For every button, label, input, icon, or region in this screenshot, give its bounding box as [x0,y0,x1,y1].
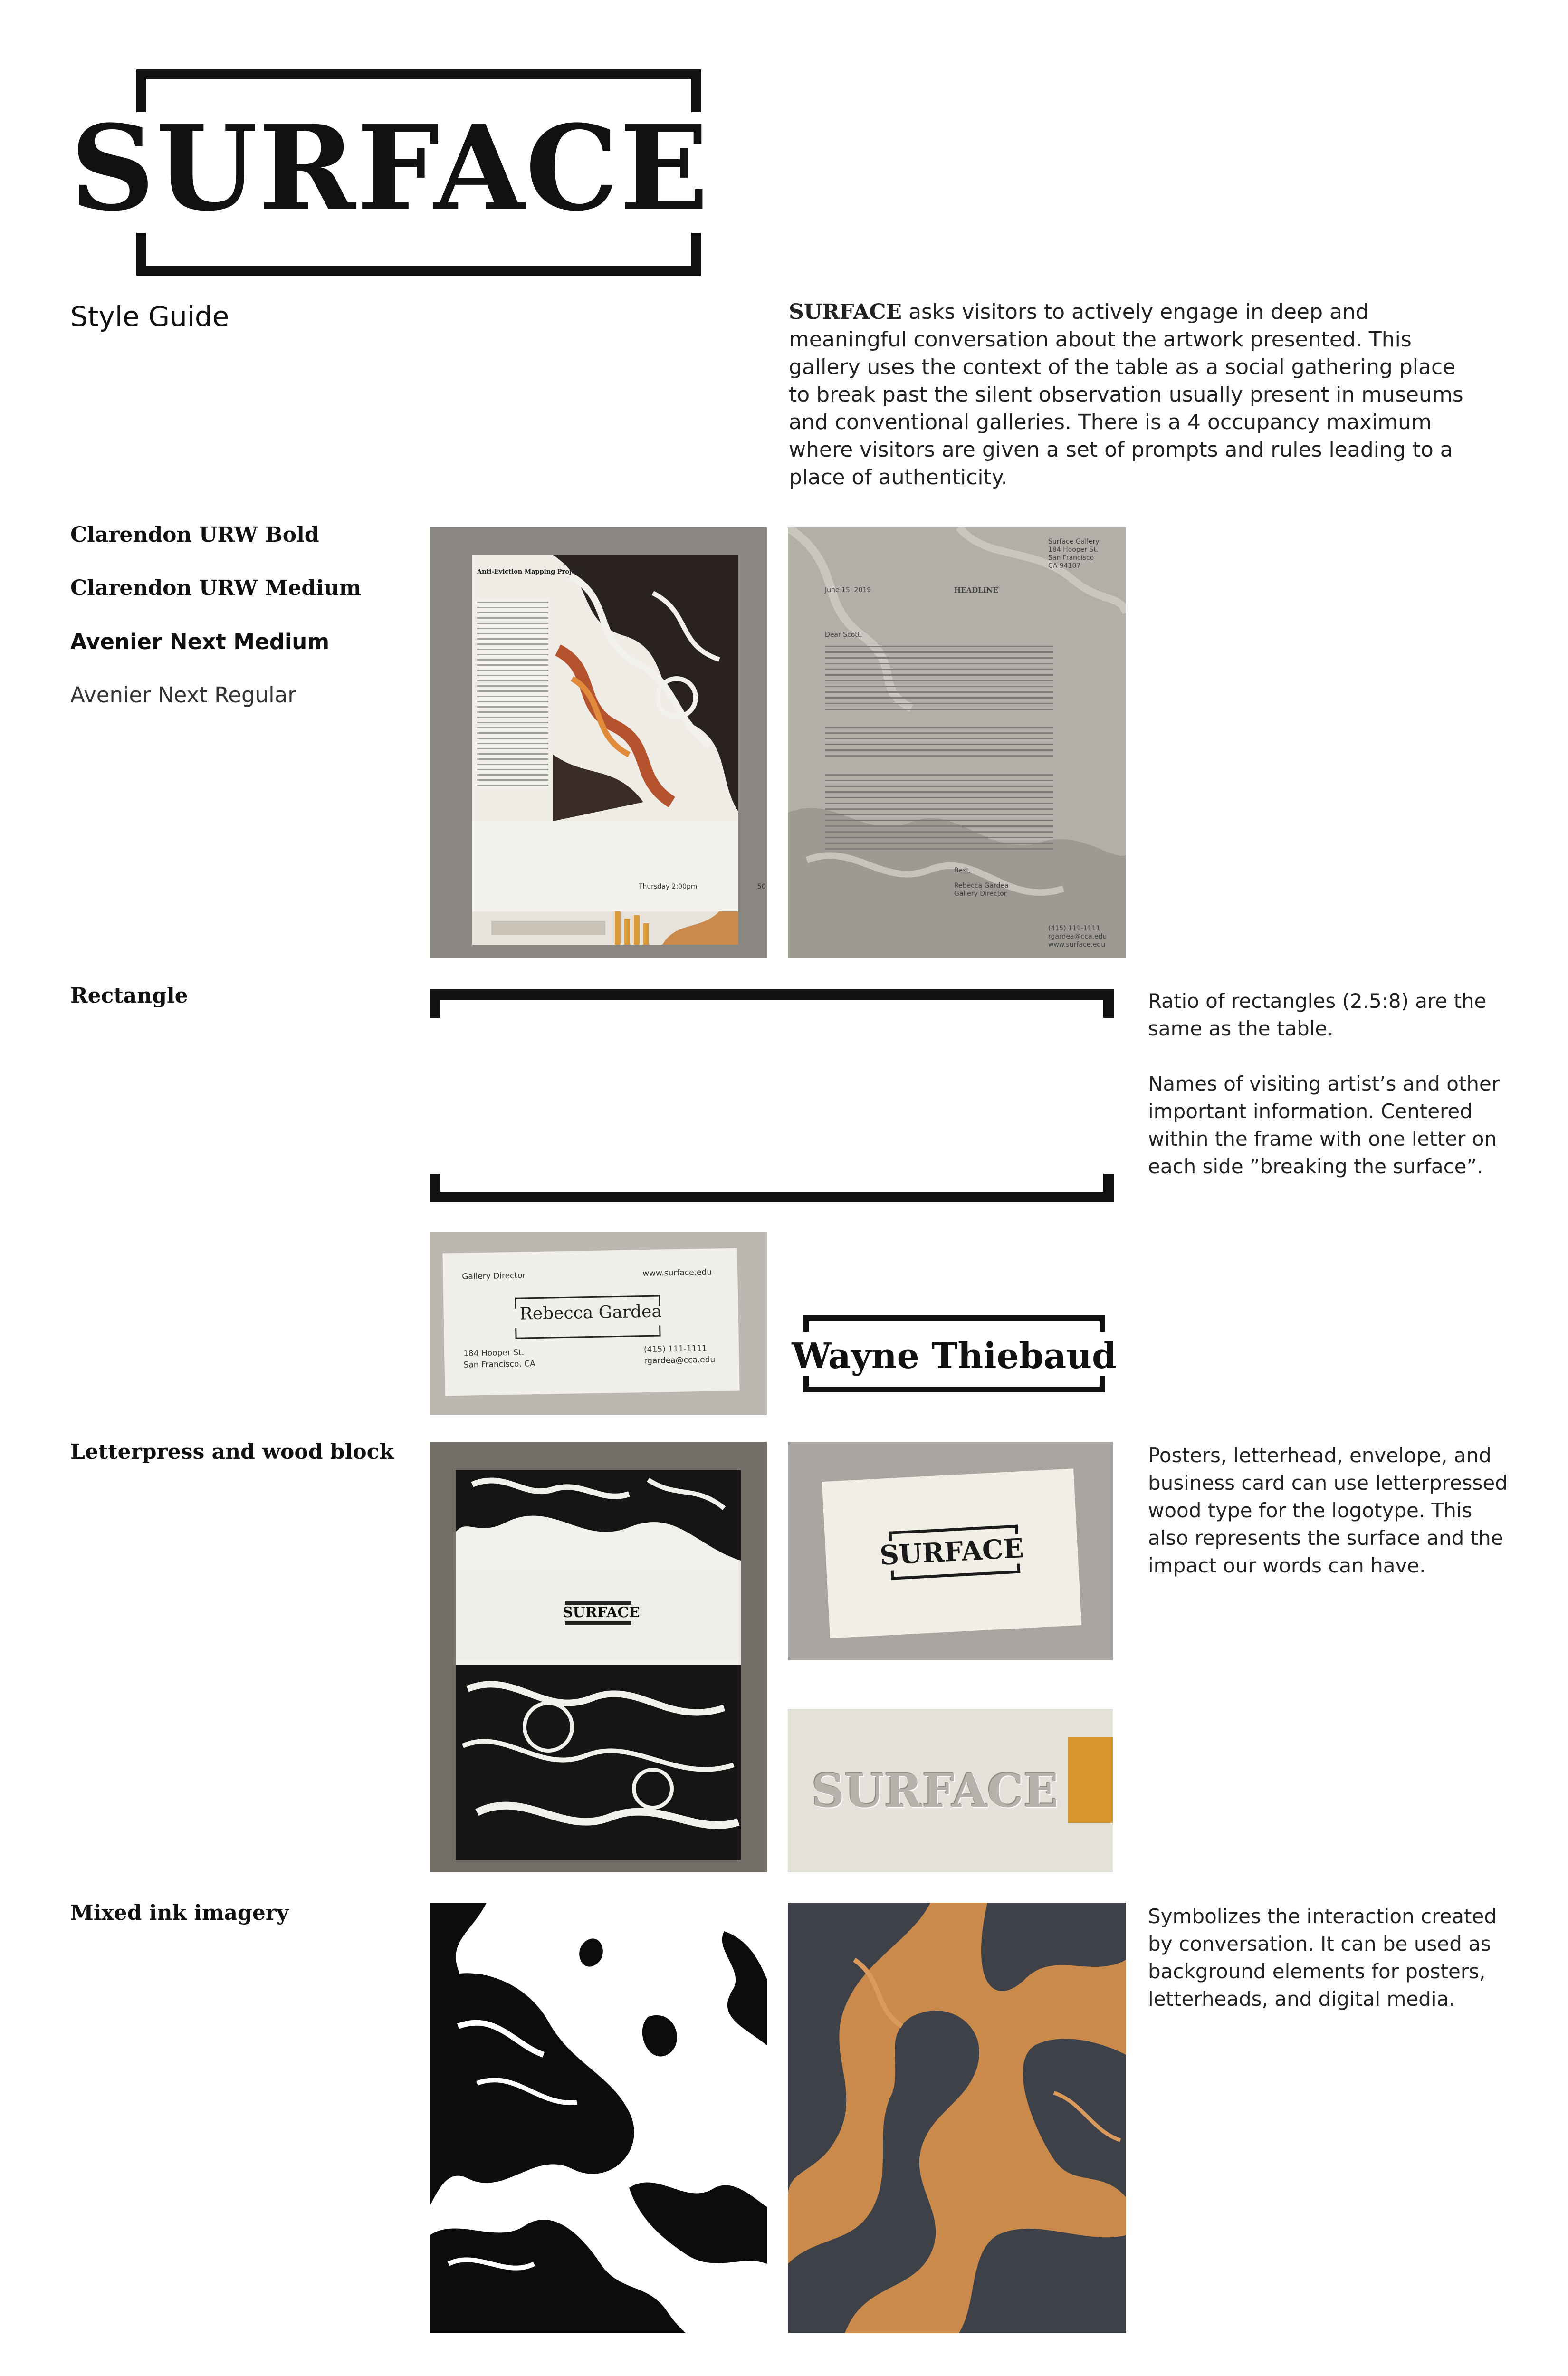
letterhead-address: Surface Gallery 184 Hooper St. San Francisco CA 94107 [1048,538,1100,570]
font-sample-avenir-regular: Avenier Next Regular [70,682,296,708]
embossed-accent [1068,1737,1113,1823]
letterpress-stamp: SURFACE [879,1533,1024,1571]
letterpress-card [822,1468,1082,1638]
section-label-rectangle: Rectangle [70,984,188,1008]
letterhead-closing: Best, [954,867,971,874]
intro-paragraph [789,298,1478,491]
artist-frame-top [803,1315,1105,1332]
card-frame-bottom [515,1325,660,1339]
font-sample-clarendon-bold: Clarendon URW Bold [70,523,319,547]
embossed-stamp: SURFACE [812,1764,1059,1818]
intro-brand: SURFACE [789,300,902,324]
artist-frame-bottom [803,1376,1105,1392]
poster-body-text [477,598,548,788]
font-sample-avenir-medium: Avenier Next Medium [70,629,330,654]
card-role: Gallery Director [462,1271,526,1282]
letterhead-headline: HEADLINE [954,586,998,594]
section-label-mixed-ink: Mixed ink imagery [70,1901,289,1925]
business-card-photo [430,1232,767,1415]
font-sample-clarendon-medium: Clarendon URW Medium [70,576,362,600]
letterpress-card-photo [788,1442,1113,1660]
rectangle-description: Names of visiting artist’s and other important information. Centered within the frame with one letter on each side ”breaking the surface”. [1148,1072,1500,1178]
letterhead-paragraph-1 [825,642,1053,713]
card-address: 184 Hooper St. San Francisco, CA [463,1348,535,1370]
poster-photo [430,527,767,958]
letterpress-poster-photo [430,1442,767,1872]
business-card [442,1248,739,1396]
letterhead-photo [788,527,1126,958]
rectangle-ratio-text: Ratio of rectangles (2.5:8) are the same as the table. [1148,989,1487,1040]
mixed-ink-description: Symbolizes the interaction created by conversation. It can be used as background elements for posters, letterheads, and digital media. [1148,1905,1497,2011]
rectangle-frame-top [430,989,1114,1018]
letterhead-date: June 15, 2019 [825,586,871,594]
black-ink-art [430,1903,767,2333]
poster-sheet [472,555,766,945]
copper-ink-image [788,1903,1126,2333]
card-email: rgardea@cca.edu [644,1355,716,1366]
logo: SURFACE [70,100,710,237]
page-subtitle: Style Guide [70,300,229,333]
poster-footer-art [472,902,738,945]
letterpress-poster-logo: SURFACE [563,1604,640,1621]
intro-text: asks visitors to actively engage in deep and meaningful conversation about the artwork presented. This gallery uses the context of the table as a social gathering place to break past the silent observation usually present in museums and conventional galleries. There is a 4 occupancy maximum where visitors are given a set of prompts and rules leading to a place of authenticity. [789,300,1463,489]
card-phone: (415) 111-1111 [643,1343,708,1355]
section-label-letterpress: Letterpress and wood block [70,1440,394,1464]
copper-ink-art [788,1903,1126,2333]
letterpress-poster-art [430,1442,767,1872]
card-name: Rebecca Gardea [519,1302,662,1324]
letterhead-contact: (415) 111-1111 rgardea@cca.edu www.surface.edu [1048,925,1107,948]
letterhead-signature: Rebecca Gardea Gallery Director [954,882,1009,898]
letterpress-description: Posters, letterhead, envelope, and business card can use letterpressed wood type for the logotype. This also represents the surface and the impact our words can have. [1148,1444,1508,1577]
logo-frame-bottom [136,233,701,276]
rectangle-frame-bottom [430,1174,1114,1202]
artist-name-example: Wayne Thiebaud [792,1336,1117,1377]
card-website: www.surface.edu [642,1267,712,1279]
black-ink-image [430,1903,767,2333]
letterhead-salutation: Dear Scott, [825,631,862,639]
letterhead-paragraph-3 [825,770,1053,851]
poster-date: Thursday 2:00pm [639,883,698,891]
poster-title: Anti-Eviction Mapping Project [477,568,582,575]
poster-number: 50 [757,883,766,891]
letterhead-paragraph-2 [825,722,1053,760]
embossed-stamp-photo [788,1709,1113,1872]
